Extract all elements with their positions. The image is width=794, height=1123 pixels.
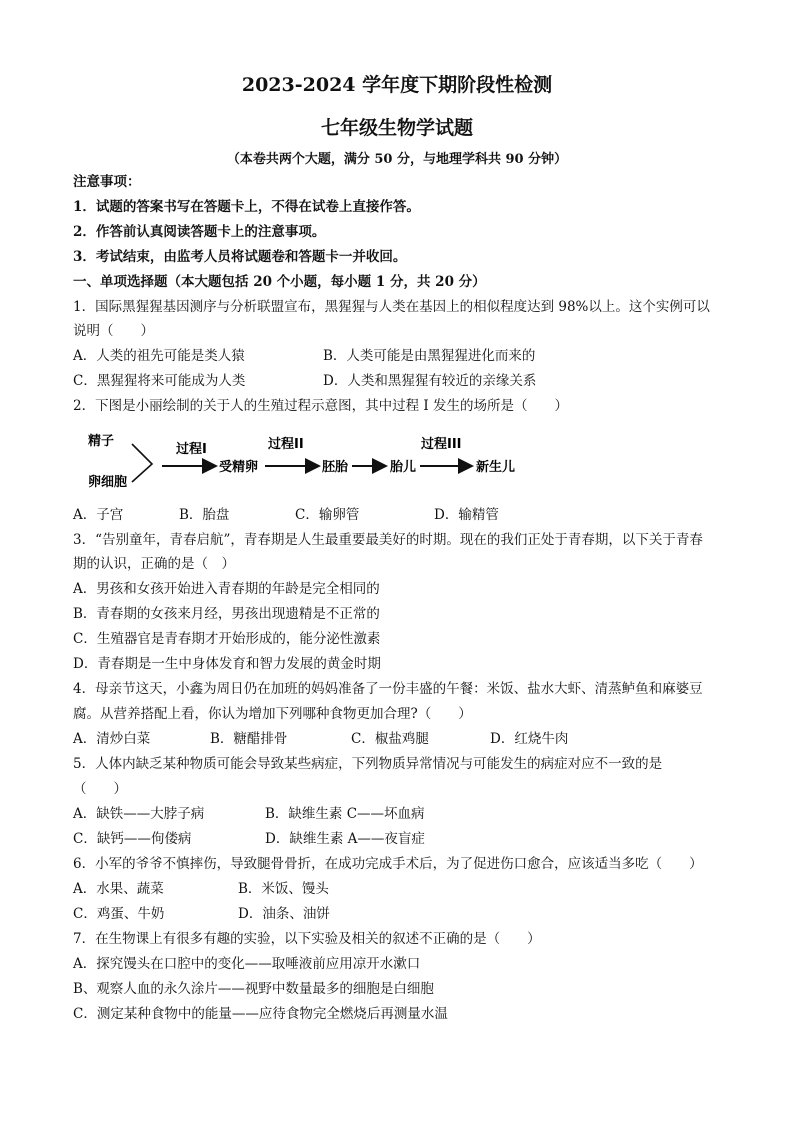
notice-item: 3．考试结束，由监考人员将试题卷和答题卡一并收回。 [73,249,407,265]
answer-option: D．缺维生素 A——夜盲症 [265,831,425,847]
notice-item: 1．试题的答案书写在答题卡上，不得在试卷上直接作答。 [73,199,420,215]
answer-option: C．缺钙——佝偻病 [73,831,192,847]
answer-option: D．红烧牛肉 [490,731,569,747]
answer-option: C．椒盐鸡腿 [351,731,429,747]
diagram-merge-bracket [132,444,152,482]
notice-item: 2．作答前认真阅读答题卡上的注意事项。 [73,224,326,240]
exam-subtitle: 七年级生物学试题 [320,117,473,139]
question-stem: 5．人体内缺乏某种物质可能会导致某些病症，下列物质异常情况与可能发生的病症对应不一致的是 [73,756,663,772]
question-stem: 期的认识，正确的是（ ） [73,556,235,572]
answer-option: B．青春期的女孩来月经，男孩出现遗精是不正常的 [73,606,380,622]
question-stem: 6．小军的爷爷不慎摔伤，导致腿骨骨折，在成功完成手术后，为了促进伤口愈合，应该适当多吃（ ） [73,856,703,872]
answer-option: D．油条、油饼 [238,906,330,922]
question-stem: 7．在生物课上有很多有趣的实验，以下实验及相关的叙述不正确的是（ ） [73,931,541,947]
answer-option: C．测定某种食物中的能量——应待食物完全燃烧后再测量水温 [73,1006,448,1022]
answer-option: D．人类和黑猩猩有较近的亲缘关系 [323,373,537,389]
question-stem: 3．“告别童年，青春启航”，青春期是人生最重要最美好的时期。现在的我们正处于青春期，以下关于青春 [73,532,703,548]
question-stem: 2．下图是小丽绘制的关于人的生殖过程示意图，其中过程 I 发生的场所是（ ） [73,398,569,414]
diagram-sperm-label: 精子 [88,434,115,449]
diagram-fetus-label: 胎儿 [390,460,417,475]
notice-heading: 注意事项： [73,174,141,190]
page-title: 2023-2024 学年度下期阶段性检测 [241,74,553,96]
answer-option: B．糖醋排骨 [210,731,288,747]
answer-option: C．输卵管 [295,507,360,523]
answer-option: A．探究馒头在口腔中的变化——取唾液前应用凉开水漱口 [73,956,421,972]
diagram-embryo-label: 胚胎 [322,460,349,475]
answer-option: B．缺维生素 C——坏血病 [265,806,425,822]
question-stem: （ ） [73,781,127,797]
answer-option: B．人类可能是由黑猩猩进化而来的 [323,348,536,364]
answer-option: C．鸡蛋、牛奶 [73,906,165,922]
diagram-process2-label: 过程II [268,437,304,452]
diagram-process1-label: 过程I [176,442,207,457]
question-stem: 说明（ ） [73,323,154,339]
question-stem: 腐。从营养搭配上看，你认为增加下列哪种食物更加合理?（ ） [73,706,472,722]
diagram-process3-label: 过程III [421,437,462,452]
answer-option: B．米饭、馒头 [238,881,329,897]
section-heading: 一、单项选择题（本大题包括 20 个小题，每小题 1 分，共 20 分） [73,274,486,290]
diagram-zygote-label: 受精卵 [219,460,259,475]
answer-option: B、观察人血的永久涂片——视野中数量最多的细胞是白细胞 [73,981,434,997]
answer-option: D．青春期是一生中身体发育和智力发展的黄金时期 [73,656,381,672]
answer-option: A．人类的祖先可能是类人猿 [73,348,245,364]
answer-option: A．缺铁——大脖子病 [73,806,205,822]
exam-note: （本卷共两个大题，满分 50 分，与地理学科共 90 分钟） [226,152,568,167]
question-stem: 1．国际黑猩猩基因测序与分析联盟宣布，黑猩猩与人类在基因上的相似程度达到 98%以上。这个实例可以 [73,299,710,315]
answer-option: D．输精管 [434,507,499,523]
diagram-egg-label: 卵细胞 [88,475,128,490]
answer-option: A．子宫 [73,507,124,523]
answer-option: A．男孩和女孩开始进入青春期的年龄是完全相同的 [73,581,380,597]
answer-option: A．清炒白菜 [73,731,151,747]
diagram-newborn-label: 新生儿 [476,460,516,475]
question-stem: 4．母亲节这天，小鑫为周日仍在加班的妈妈准备了一份丰盛的午餐：米饭、盐水大虾、清蒸鲈鱼和麻婆豆 [73,681,703,697]
answer-option: C．生殖器官是青春期才开始形成的，能分泌性激素 [73,631,381,647]
answer-option: C．黑猩猩将来可能成为人类 [73,373,246,389]
answer-option: B．胎盘 [179,507,230,523]
answer-option: A．水果、蔬菜 [73,881,164,897]
reproduction-diagram [88,428,548,496]
